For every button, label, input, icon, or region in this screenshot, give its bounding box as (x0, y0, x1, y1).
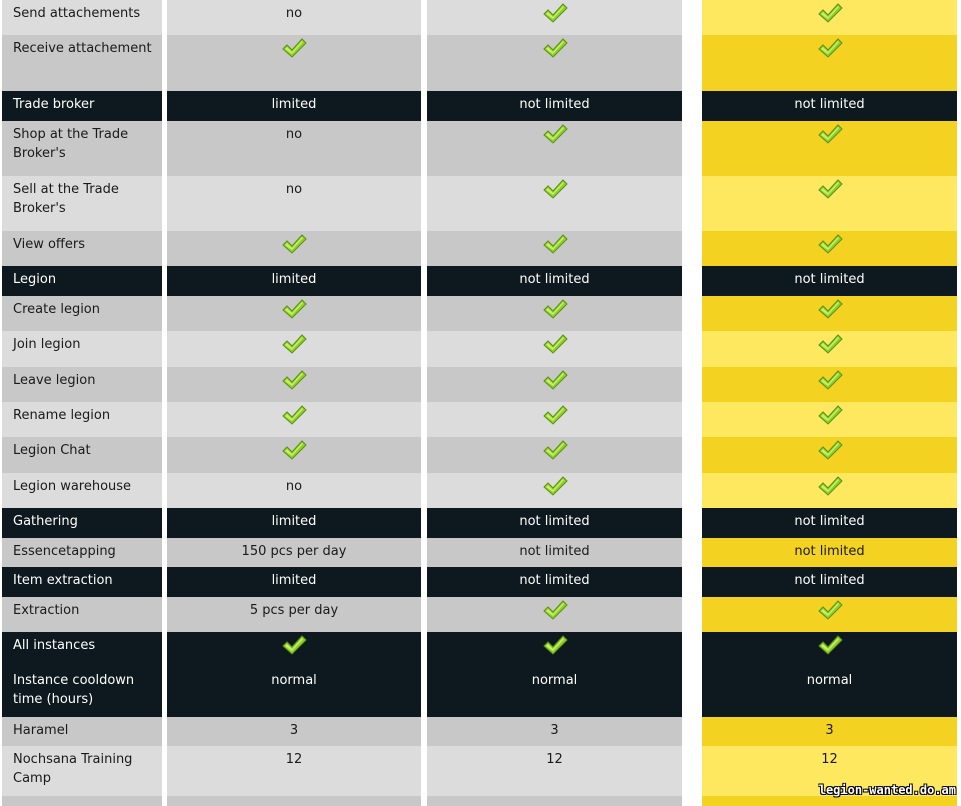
check-icon (817, 369, 843, 391)
check-cell (702, 473, 957, 508)
table-row (0, 35, 961, 91)
check-cell (702, 367, 957, 402)
check-cell (427, 35, 682, 91)
table-row (0, 296, 961, 331)
value-cell: no (167, 121, 421, 176)
value-cell: 5 pcs per day (167, 597, 421, 632)
row-label: Item extraction (2, 567, 162, 597)
row-label: Send attachements (2, 0, 162, 35)
value-cell: not limited (702, 266, 957, 296)
check-icon (542, 439, 568, 461)
value-cell: not limited (702, 91, 957, 121)
check-cell (702, 597, 957, 632)
value-cell: limited (167, 567, 421, 597)
check-cell (427, 367, 682, 402)
check-cell (427, 231, 682, 266)
row-label: Trade broker (2, 91, 162, 121)
check-icon (542, 2, 568, 24)
check-icon (817, 599, 843, 621)
table-row (0, 632, 961, 667)
check-icon (817, 123, 843, 145)
value-cell: not limited (702, 567, 957, 597)
row-label: Rename legion (2, 402, 162, 437)
check-icon (817, 333, 843, 355)
row-label: Receive attachement (2, 35, 162, 91)
check-icon (281, 333, 307, 355)
check-icon (817, 475, 843, 497)
table-row (0, 473, 961, 508)
check-icon (281, 37, 307, 59)
check-icon (542, 599, 568, 621)
check-cell (427, 176, 682, 231)
table-row (0, 367, 961, 402)
value-cell: not limited (427, 567, 682, 597)
check-cell (427, 473, 682, 508)
check-cell (427, 402, 682, 437)
check-cell (167, 632, 421, 667)
check-cell (702, 402, 957, 437)
check-icon (542, 123, 568, 145)
check-icon (542, 475, 568, 497)
table-row (0, 717, 961, 746)
check-icon (281, 439, 307, 461)
watermark: legion-wanted.do.am (818, 783, 956, 797)
check-icon (542, 369, 568, 391)
check-cell (702, 176, 957, 231)
check-cell (702, 331, 957, 367)
check-cell (427, 296, 682, 331)
row-label: Legion warehouse (2, 473, 162, 508)
value-cell: normal (702, 667, 957, 717)
table-row (0, 508, 961, 538)
check-icon (817, 634, 843, 656)
check-icon (542, 233, 568, 255)
check-cell (702, 35, 957, 91)
check-cell (702, 0, 957, 35)
table-row (0, 0, 961, 35)
value-cell: 3 (427, 717, 682, 746)
value-cell (167, 796, 421, 806)
check-icon (281, 369, 307, 391)
check-icon (542, 333, 568, 355)
value-cell (702, 796, 957, 806)
row-label (2, 796, 162, 806)
row-label: All instances (2, 632, 162, 667)
check-icon (817, 233, 843, 255)
row-label: Legion Chat (2, 437, 162, 473)
value-cell: no (167, 0, 421, 35)
check-icon (281, 233, 307, 255)
value-cell: not limited (427, 266, 682, 296)
table-row (0, 796, 961, 806)
check-cell (702, 296, 957, 331)
value-cell: not limited (427, 538, 682, 567)
check-cell (167, 402, 421, 437)
check-icon (817, 298, 843, 320)
row-label: Create legion (2, 296, 162, 331)
table-row (0, 567, 961, 597)
value-cell: 12 (427, 746, 682, 796)
row-label: Join legion (2, 331, 162, 367)
table-row (0, 402, 961, 437)
value-cell: not limited (427, 508, 682, 538)
check-cell (167, 331, 421, 367)
check-icon (281, 404, 307, 426)
value-cell: 3 (702, 717, 957, 746)
value-cell: limited (167, 508, 421, 538)
table-row (0, 91, 961, 121)
row-label: Nochsana Training Camp (2, 746, 162, 796)
row-label: Shop at the Trade Broker's (2, 121, 162, 176)
value-cell: normal (427, 667, 682, 717)
check-cell (427, 632, 682, 667)
value-cell: normal (167, 667, 421, 717)
value-cell: 150 pcs per day (167, 538, 421, 567)
check-cell (702, 231, 957, 266)
value-cell: 3 (167, 717, 421, 746)
check-icon (542, 178, 568, 200)
value-cell: not limited (702, 508, 957, 538)
row-label: Legion (2, 266, 162, 296)
check-cell (427, 437, 682, 473)
check-icon (817, 404, 843, 426)
value-cell: 12 (702, 746, 957, 796)
check-cell (167, 35, 421, 91)
table-row (0, 667, 961, 717)
value-cell: not limited (427, 91, 682, 121)
row-label: Leave legion (2, 367, 162, 402)
check-icon (281, 634, 307, 656)
row-label: Sell at the Trade Broker's (2, 176, 162, 231)
table-row (0, 597, 961, 632)
value-cell: limited (167, 91, 421, 121)
check-cell (167, 231, 421, 266)
check-cell (167, 437, 421, 473)
row-label: Haramel (2, 717, 162, 746)
value-cell: no (167, 176, 421, 231)
table-row (0, 231, 961, 266)
check-icon (542, 37, 568, 59)
check-icon (542, 634, 568, 656)
table-row (0, 538, 961, 567)
row-label: Essencetapping (2, 538, 162, 567)
table-row (0, 266, 961, 296)
check-cell (427, 331, 682, 367)
check-icon (817, 2, 843, 24)
row-label: Instance cooldown time (hours) (2, 667, 162, 717)
value-cell: 12 (167, 746, 421, 796)
row-label: Gathering (2, 508, 162, 538)
table-row (0, 746, 961, 796)
value-cell (427, 796, 682, 806)
check-cell (427, 597, 682, 632)
check-cell (702, 437, 957, 473)
check-icon (817, 37, 843, 59)
check-icon (542, 298, 568, 320)
check-cell (427, 121, 682, 176)
value-cell: not limited (702, 538, 957, 567)
row-label: View offers (2, 231, 162, 266)
table-row (0, 331, 961, 367)
table-row (0, 121, 961, 176)
check-icon (281, 298, 307, 320)
check-icon (817, 439, 843, 461)
check-icon (817, 178, 843, 200)
check-icon (542, 404, 568, 426)
table-row (0, 176, 961, 231)
table-row (0, 437, 961, 473)
value-cell: no (167, 473, 421, 508)
value-cell: limited (167, 266, 421, 296)
check-cell (167, 296, 421, 331)
check-cell (427, 0, 682, 35)
check-cell (167, 367, 421, 402)
check-cell (702, 632, 957, 667)
row-label: Extraction (2, 597, 162, 632)
check-cell (702, 121, 957, 176)
